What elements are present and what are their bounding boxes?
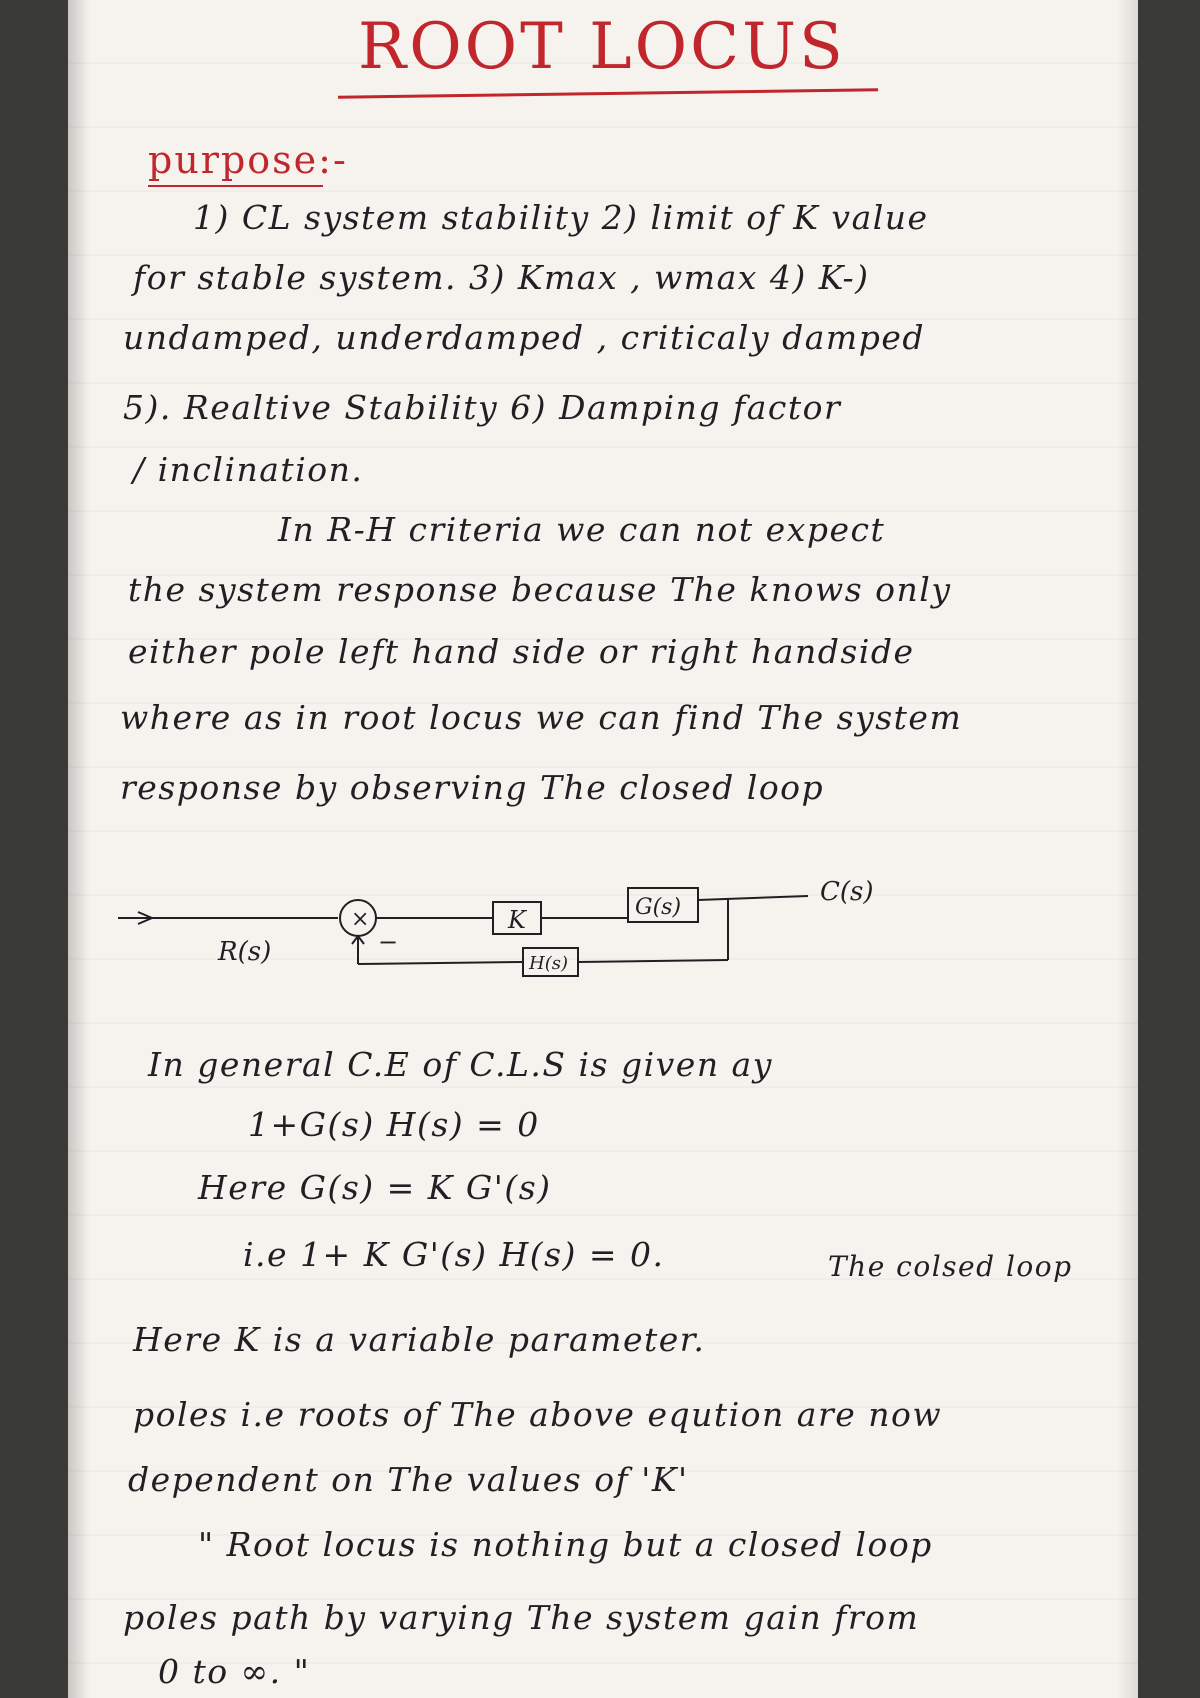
text-line: / inclination. [133, 450, 364, 489]
feedback-label: H(s) [529, 953, 568, 974]
equation-line: Here G(s) = K G'(s) [198, 1168, 552, 1207]
text-line: dependent on The values of 'K' [128, 1460, 689, 1499]
purpose-heading: purpose:- [148, 138, 348, 182]
summing-symbol: × [351, 907, 370, 932]
equation-line: i.e 1+ K G'(s) H(s) = 0. [243, 1235, 665, 1274]
title-underline [338, 88, 878, 99]
notebook-page [68, 0, 1138, 1698]
text-line: In general C.E of C.L.S is given ay [148, 1045, 773, 1084]
text-line: for stable system. 3) Kmax , wmax 4) K-) [133, 258, 870, 297]
text-line: undamped, underdamped , criticaly damped [123, 318, 925, 357]
text-line: " Root locus is nothing but a closed loop [198, 1525, 933, 1564]
output-label: C(s) [820, 877, 874, 907]
purpose-underline [148, 185, 323, 187]
input-label: R(s) [218, 937, 272, 967]
minus-sign: − [378, 928, 399, 956]
text-line: 1) CL system stability 2) limit of K value [193, 198, 929, 237]
text-line: where as in root locus we can find The system [120, 698, 963, 737]
page-title: ROOT LOCUS [358, 10, 846, 84]
plant-label: G(s) [635, 895, 682, 920]
equation-line: 1+G(s) H(s) = 0 [248, 1105, 540, 1144]
text-line: The colsed loop [828, 1250, 1073, 1283]
gain-label: K [508, 906, 526, 934]
page-edge-shadow [1116, 0, 1138, 1698]
text-line: poles path by varying The system gain from [123, 1598, 920, 1637]
feedback-line [578, 960, 728, 962]
page-edge-shadow [68, 0, 90, 1698]
text-line: response by observing The closed loop [120, 768, 825, 807]
text-line: In R-H criteria we can not expect [278, 510, 886, 549]
text-line: 5). Realtive Stability 6) Damping factor [123, 388, 842, 427]
text-line: Here K is a variable parameter. [133, 1320, 706, 1359]
block-diagram [108, 840, 928, 1000]
feedback-line [358, 962, 523, 964]
output-signal-line [698, 896, 808, 900]
text-line: poles i.e roots of The above eqution are now [133, 1395, 943, 1434]
text-line: the system response because The knows only [128, 570, 952, 609]
text-line: either pole left hand side or right handside [128, 632, 915, 671]
text-line: 0 to ∞. " [158, 1652, 311, 1691]
